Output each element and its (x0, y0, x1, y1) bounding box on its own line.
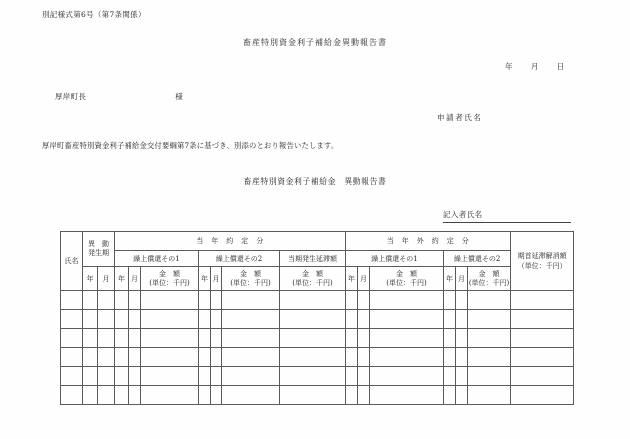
addressee-name: 厚岸町長 (55, 92, 87, 101)
empty-cell (115, 310, 129, 329)
applicant-name-label: 申請者氏名 (437, 113, 483, 122)
empty-cell (61, 310, 83, 329)
change-period-line1: 異 動 (88, 239, 109, 248)
empty-cell (222, 329, 280, 348)
empty-cell (129, 348, 141, 367)
empty-cell (83, 291, 98, 310)
empty-cell (358, 348, 370, 367)
empty-cell (346, 291, 358, 310)
amount-header (222, 267, 280, 291)
empty-cell (280, 348, 346, 367)
beginning-arrears-line1: 期首延滞解消額 (517, 251, 567, 260)
non-current-year-group-header: 当 年 外 約 定 分 (346, 232, 511, 251)
addressee-line (55, 91, 183, 102)
empty-cell (115, 348, 129, 367)
empty-cell (98, 329, 115, 348)
empty-cell (280, 367, 346, 386)
empty-cell (61, 291, 83, 310)
month-header: 月 (211, 267, 222, 291)
empty-cell (370, 310, 444, 329)
empty-cell (456, 329, 468, 348)
empty-cell (280, 329, 346, 348)
empty-cell (222, 310, 280, 329)
beginning-arrears-header (511, 232, 574, 291)
empty-cell (444, 386, 456, 405)
month-header: 月 (129, 267, 141, 291)
amount-line2: (単位：千円) (149, 278, 190, 287)
empty-cell (444, 291, 456, 310)
empty-cell (456, 386, 468, 405)
early-repayment-1-header: 繰上償還その1 (115, 251, 199, 267)
empty-cell (211, 291, 222, 310)
empty-cell (280, 386, 346, 405)
empty-cell (61, 367, 83, 386)
empty-cell (456, 310, 468, 329)
empty-cell (280, 310, 346, 329)
beginning-arrears-line2: （単位：千円） (517, 262, 567, 270)
empty-cell (211, 348, 222, 367)
table-row (61, 329, 574, 348)
empty-cell (346, 329, 358, 348)
empty-cell (141, 329, 199, 348)
empty-cell (115, 329, 129, 348)
empty-cell (141, 291, 199, 310)
table-row (61, 348, 574, 367)
empty-cell (346, 386, 358, 405)
honorific: 様 (175, 92, 183, 101)
empty-cell (370, 329, 444, 348)
empty-cell (370, 291, 444, 310)
recorder-name-field (443, 209, 571, 223)
year-header: 年 (199, 267, 211, 291)
empty-cell (346, 310, 358, 329)
empty-cell (61, 329, 83, 348)
empty-cell (129, 386, 141, 405)
day-label: 日 (556, 62, 565, 71)
current-year-group-header: 当 年 約 定 分 (115, 232, 346, 251)
table-row (61, 367, 574, 386)
amount-header (370, 267, 444, 291)
empty-cell (511, 310, 574, 329)
empty-cell (222, 348, 280, 367)
year-header: 年 (115, 267, 129, 291)
early-repayment-2-header: 繰上償還その2 (444, 251, 511, 267)
empty-cell (444, 310, 456, 329)
empty-cell (456, 367, 468, 386)
empty-cell (444, 329, 456, 348)
amount-line2: (単位：千円) (468, 278, 510, 287)
change-period-line2: 発生期 (88, 249, 109, 257)
attachment-table-title: 畜産特別資金利子補給金 異動報告書 (243, 177, 387, 186)
empty-cell (511, 367, 574, 386)
month-header: 月 (358, 267, 370, 291)
empty-cell (83, 386, 98, 405)
main-title: 畜産特別資金利子補給金異動報告書 (243, 38, 387, 47)
amount-line1: 金 額 (159, 269, 180, 278)
table-row (61, 386, 574, 405)
empty-cell (98, 367, 115, 386)
month-label: 月 (530, 62, 539, 71)
empty-cell (141, 348, 199, 367)
empty-cell (61, 386, 83, 405)
amount-line1: 金 額 (478, 269, 500, 278)
current-arrears-header: 当期発生延滞額 (280, 251, 346, 267)
early-repayment-1-header: 繰上償還その1 (346, 251, 444, 267)
empty-cell (468, 348, 511, 367)
empty-cell (456, 348, 468, 367)
table-body (61, 291, 574, 405)
empty-cell (211, 329, 222, 348)
month-header: 月 (98, 267, 115, 291)
empty-cell (370, 367, 444, 386)
empty-cell (199, 348, 211, 367)
amount-line1: 金 額 (396, 269, 418, 278)
empty-cell (211, 310, 222, 329)
empty-cell (115, 291, 129, 310)
empty-cell (358, 329, 370, 348)
empty-cell (199, 310, 211, 329)
amount-header (468, 267, 511, 291)
empty-cell (346, 367, 358, 386)
empty-cell (511, 348, 574, 367)
empty-cell (444, 348, 456, 367)
empty-cell (511, 386, 574, 405)
empty-cell (370, 348, 444, 367)
empty-cell (211, 386, 222, 405)
empty-cell (211, 367, 222, 386)
empty-cell (199, 367, 211, 386)
amount-line2: (単位：千円) (386, 278, 427, 287)
table-row (61, 291, 574, 310)
empty-cell (468, 310, 511, 329)
empty-cell (83, 329, 98, 348)
empty-cell (115, 386, 129, 405)
empty-cell (98, 348, 115, 367)
empty-cell (468, 291, 511, 310)
empty-cell (511, 291, 574, 310)
empty-cell (83, 348, 98, 367)
empty-cell (358, 386, 370, 405)
amount-header (141, 267, 199, 291)
empty-cell (358, 291, 370, 310)
empty-cell (129, 310, 141, 329)
empty-cell (129, 329, 141, 348)
empty-cell (358, 310, 370, 329)
empty-cell (129, 291, 141, 310)
empty-cell (346, 348, 358, 367)
month-header: 月 (456, 267, 468, 291)
empty-cell (280, 291, 346, 310)
intro-sentence: 厚岸町畜産特別資金利子補給金交付要綱第7条に基づき、別添のとおり報告いたします。 (42, 141, 339, 150)
empty-cell (222, 291, 280, 310)
empty-cell (199, 386, 211, 405)
amount-line1: 金 額 (302, 269, 324, 278)
empty-cell (98, 386, 115, 405)
empty-cell (222, 386, 280, 405)
amount-line2: (単位：千円) (292, 278, 333, 287)
amount-line2: (単位：千円) (230, 278, 271, 287)
recorder-name-label: 記入者氏名 (443, 210, 483, 219)
empty-cell (468, 329, 511, 348)
form-number: 別記様式第6号（第7条関係） (42, 10, 146, 19)
empty-cell (83, 310, 98, 329)
date-line (505, 61, 564, 72)
empty-cell (61, 348, 83, 367)
early-repayment-2-header: 繰上償還その2 (199, 251, 280, 267)
empty-cell (468, 367, 511, 386)
empty-cell (115, 367, 129, 386)
empty-cell (129, 367, 141, 386)
empty-cell (511, 329, 574, 348)
amount-line1: 金 額 (240, 269, 261, 278)
empty-cell (199, 329, 211, 348)
empty-cell (141, 310, 199, 329)
empty-cell (141, 367, 199, 386)
year-header: 年 (444, 267, 456, 291)
empty-cell (98, 291, 115, 310)
empty-cell (141, 386, 199, 405)
year-header: 年 (83, 267, 98, 291)
empty-cell (358, 367, 370, 386)
empty-cell (370, 386, 444, 405)
empty-cell (444, 367, 456, 386)
change-period-header (83, 232, 115, 267)
empty-cell (199, 291, 211, 310)
name-column-header: 氏名 (61, 232, 83, 291)
empty-cell (98, 310, 115, 329)
empty-cell (468, 386, 511, 405)
empty-cell (222, 367, 280, 386)
table-row (61, 310, 574, 329)
empty-cell (456, 291, 468, 310)
amount-header (280, 267, 346, 291)
empty-cell (83, 367, 98, 386)
year-header: 年 (346, 267, 358, 291)
report-table (60, 231, 574, 405)
year-label: 年 (505, 62, 513, 71)
